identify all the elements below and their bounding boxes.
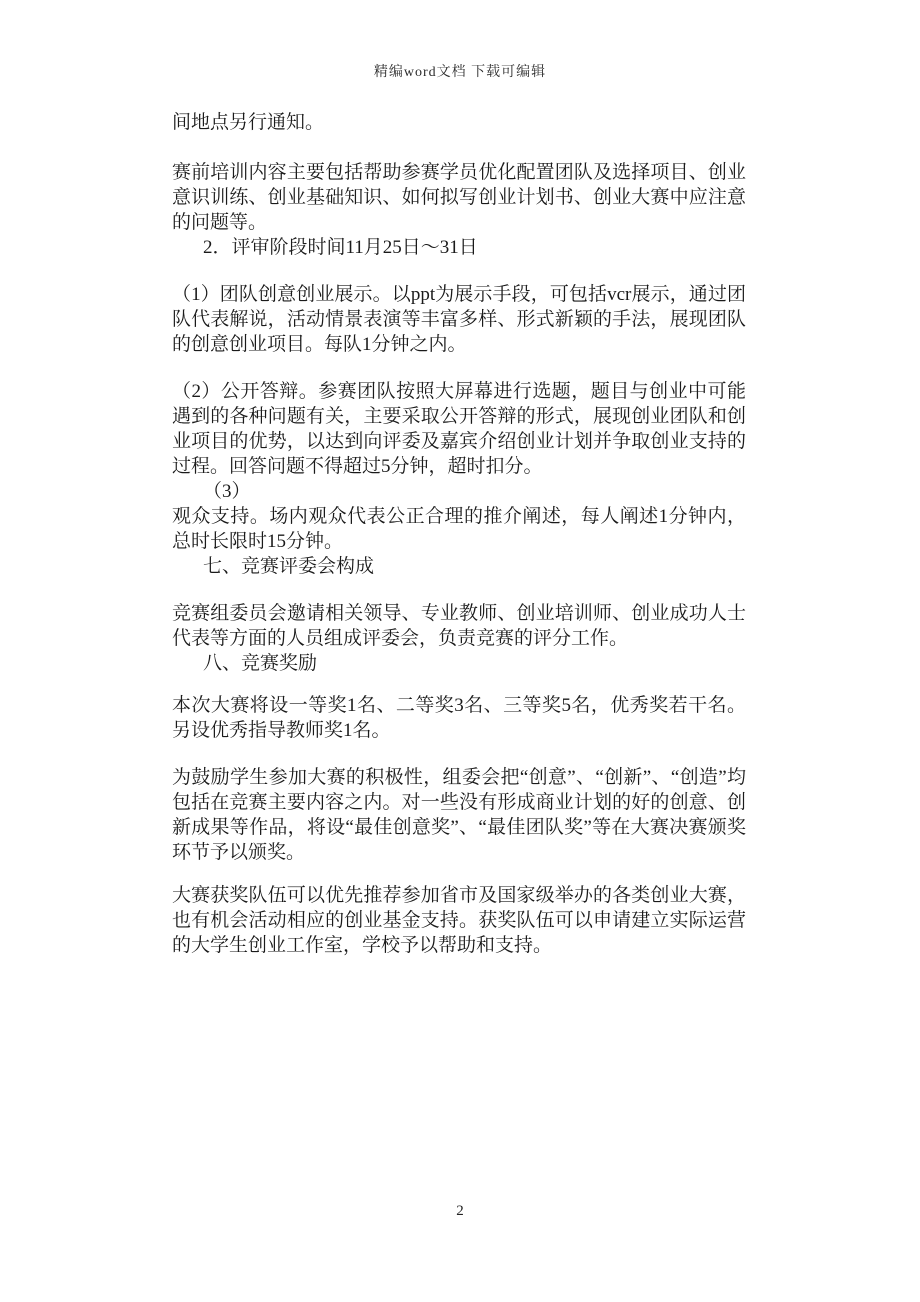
page-number: 2 xyxy=(456,1203,464,1219)
paragraph-pretraining: 赛前培训内容主要包括帮助参赛学员优化配置团队及选择项目、创业意识训练、创业基础知识、如何拟写创业计划书、创业大赛中应注意的问题等。 xyxy=(172,162,746,233)
paragraph-winners: 大赛获奖队伍可以优先推荐参加省市及国家级举办的各类创业大赛，也有机会活动相应的创业基金支持。获奖队伍可以申请建立实际运营的大学生创业工作室，学校予以帮助和支持。 xyxy=(172,885,746,956)
paragraph-awards: 本次大赛将设一等奖1名、二等奖3名、三等奖5名，优秀奖若干名。另设优秀指导教师奖1名。 xyxy=(172,695,746,741)
paragraph-audience: 观众支持。场内观众代表公正合理的推介阐述，每人阐述1分钟内，总时长限时15分钟。 xyxy=(172,506,746,552)
heading-section-7: 七、竞赛评委会构成 xyxy=(203,556,375,577)
label-item-3: （3） xyxy=(203,481,251,502)
header-watermark: 精编word文档 下载可编辑 xyxy=(373,65,547,80)
heading-review-stage: 2．评审阶段时间11月25日～31日 xyxy=(203,237,478,258)
paragraph-item-1: （1）团队创意创业展示。以ppt为展示手段，可包括vcr展示，通过团队代表解说，活动情景表演等丰富多样、形式新颖的手法，展现团队的创意创业项目。每队1分钟之内。 xyxy=(172,284,746,355)
paragraph-jury: 竞赛组委员会邀请相关领导、专业教师、创业培训师、创业成功人士代表等方面的人员组成评委会，负责竞赛的评分工作。 xyxy=(172,603,746,649)
paragraph-encourage: 为鼓励学生参加大赛的积极性，组委会把“创意”、“创新”、“创造”均包括在竞赛主要内容之内。对一些没有形成商业计划的好的创意、创新成果等作品，将设“最佳创意奖”、“最佳团队奖”等在大赛决赛颁奖环节予以颁奖。 xyxy=(172,767,746,863)
paragraph-continuation: 间地点另行通知。 xyxy=(172,112,325,133)
heading-section-8: 八、竞赛奖励 xyxy=(203,653,318,674)
paragraph-item-2: （2）公开答辩。参赛团队按照大屏幕进行选题，题目与创业中可能遇到的各种问题有关，主要采取公开答辩的形式，展现创业团队和创业项目的优势，以达到向评委及嘉宾介绍创业计划并争取创业支持的过程。回答问题不得超过5分钟，超时扣分。 xyxy=(172,381,746,477)
document-body xyxy=(172,110,746,958)
